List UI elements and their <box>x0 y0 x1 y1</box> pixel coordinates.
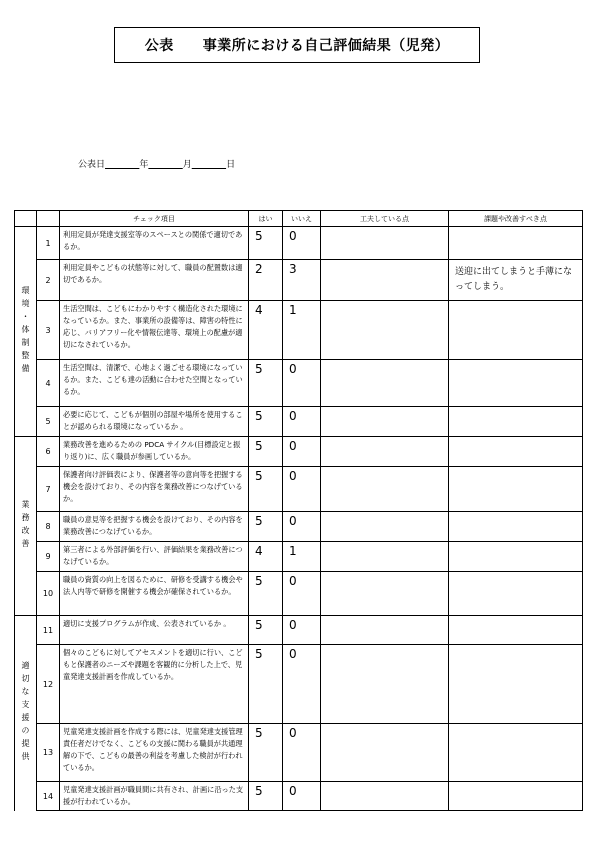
row-number: 11 <box>37 616 60 645</box>
no-count: 0 <box>283 724 321 782</box>
check-item-text: 必要に応じて、こどもが個別の部屋や場所を使用することが認められる環境になっているか 。 <box>60 407 249 437</box>
row-number: 9 <box>37 542 60 572</box>
table-row <box>15 572 583 616</box>
yes-count: 5 <box>249 645 283 724</box>
effort-note <box>321 301 449 360</box>
yes-count: 5 <box>249 227 283 260</box>
table-row <box>15 437 583 467</box>
yes-count: 4 <box>249 301 283 360</box>
table-row <box>15 407 583 437</box>
yes-count: 2 <box>249 260 283 301</box>
row-number: 5 <box>37 407 60 437</box>
improvement-note <box>449 227 583 260</box>
effort-note <box>321 227 449 260</box>
header-number <box>37 211 60 227</box>
header-no: いいえ <box>283 211 321 227</box>
improvement-note <box>449 360 583 407</box>
row-number: 13 <box>37 724 60 782</box>
no-count: 1 <box>283 542 321 572</box>
improvement-note <box>449 572 583 616</box>
no-count: 3 <box>283 260 321 301</box>
evaluation-table <box>14 210 583 811</box>
check-item-text: 保護者向け評価表により、保護者等の意向等を把握する機会を設けており、その内容を業務改善につなげているか。 <box>60 467 249 512</box>
no-count: 0 <box>283 512 321 542</box>
improvement-note <box>449 724 583 782</box>
effort-note <box>321 782 449 811</box>
publication-year-label: 年 <box>139 160 149 170</box>
header-check-item: チェック項目 <box>60 211 249 227</box>
effort-note <box>321 572 449 616</box>
improvement-note <box>449 616 583 645</box>
yes-count: 5 <box>249 512 283 542</box>
publication-date-underline <box>78 157 235 170</box>
category-cell <box>15 616 37 811</box>
improvement-note <box>449 437 583 467</box>
effort-note <box>321 645 449 724</box>
table-row <box>15 227 583 260</box>
effort-note <box>321 360 449 407</box>
row-number: 14 <box>37 782 60 811</box>
row-number: 7 <box>37 467 60 512</box>
check-item-text: 第三者による外部評価を行い、評価結果を業務改善につなげているか。 <box>60 542 249 572</box>
publication-month-label: 月 <box>182 160 192 170</box>
improvement-note: 送迎に出てしまうと手薄になってしまう。 <box>449 260 583 301</box>
table-row <box>15 260 583 301</box>
improvement-note <box>449 542 583 572</box>
table-row <box>15 360 583 407</box>
effort-note <box>321 407 449 437</box>
publication-date-label: 公表日 <box>78 160 106 170</box>
improvement-note <box>449 512 583 542</box>
yes-count: 5 <box>249 407 283 437</box>
check-item-text: 児童発達支援計画が職員間に共有され、計画に沿った支援が行われているか。 <box>60 782 249 811</box>
no-count: 0 <box>283 782 321 811</box>
row-number: 1 <box>37 227 60 260</box>
no-count: 1 <box>283 301 321 360</box>
row-number: 3 <box>37 301 60 360</box>
check-item-text: 業務改善を進めるための PDCA サイクル(目標設定と振り返り)に、広く職員が参画しているか。 <box>60 437 249 467</box>
effort-note <box>321 437 449 467</box>
yes-count: 5 <box>249 360 283 407</box>
check-item-text: 利用定員やこどもの状態等に対して、職員の配置数は適切であるか。 <box>60 260 249 301</box>
row-number: 12 <box>37 645 60 724</box>
page-title: 公表 事業所における自己評価結果（児発） <box>144 38 450 54</box>
publication-day-label: 日 <box>226 160 236 170</box>
yes-count: 5 <box>249 782 283 811</box>
category-label: 業務改善 <box>21 500 30 552</box>
header-effort: 工夫している点 <box>321 211 449 227</box>
effort-note <box>321 542 449 572</box>
check-item-text: 生活空間は、清潔で、心地よく過ごせる環境になっているか。また、こども達の活動に合わせた空間となっているか。 <box>60 360 249 407</box>
improvement-note <box>449 782 583 811</box>
effort-note <box>321 724 449 782</box>
row-number: 4 <box>37 360 60 407</box>
table-row <box>15 467 583 512</box>
effort-note <box>321 512 449 542</box>
check-item-text: 生活空間は、こどもにわかりやすく構造化された環境になっているか。また、事業所の設備等は、障害の特性に応じ、バリアフリー化や情報伝達等、環境上の配慮が適切になされているか。 <box>60 301 249 360</box>
yes-count: 5 <box>249 724 283 782</box>
header-category <box>15 211 37 227</box>
check-item-text: 個々のこどもに対してアセスメントを適切に行い、こどもと保護者のニーズや課題を客観的に分析した上で、児童発達支援計画を作成しているか。 <box>60 645 249 724</box>
improvement-note <box>449 407 583 437</box>
improvement-note <box>449 645 583 724</box>
row-number: 10 <box>37 572 60 616</box>
category-cell <box>15 437 37 616</box>
improvement-note <box>449 467 583 512</box>
yes-count: 5 <box>249 467 283 512</box>
yes-count: 5 <box>249 616 283 645</box>
table-row <box>15 301 583 360</box>
no-count: 0 <box>283 227 321 260</box>
no-count: 0 <box>283 572 321 616</box>
check-item-text: 職員の意見等を把握する機会を設けており、その内容を業務改善につなげているか。 <box>60 512 249 542</box>
row-number: 2 <box>37 260 60 301</box>
effort-note <box>321 467 449 512</box>
no-count: 0 <box>283 467 321 512</box>
improvement-note <box>449 301 583 360</box>
effort-note <box>321 260 449 301</box>
table-row <box>15 542 583 572</box>
check-item-text: 適切に支援プログラムが作成、公表されているか 。 <box>60 616 249 645</box>
row-number: 6 <box>37 437 60 467</box>
table-header-row <box>15 211 583 227</box>
check-item-text: 職員の資質の向上を図るために、研修を受講する機会や法人内等で研修を開催する機会が確保されているか。 <box>60 572 249 616</box>
header-improvement: 課題や改善すべき点 <box>449 211 583 227</box>
check-item-text: 利用定員が発達支援室等のスペースとの関係で適切であるか。 <box>60 227 249 260</box>
no-count: 0 <box>283 645 321 724</box>
table-row <box>15 616 583 645</box>
yes-count: 4 <box>249 542 283 572</box>
no-count: 0 <box>283 407 321 437</box>
table-row <box>15 512 583 542</box>
title-box <box>114 27 480 63</box>
yes-count: 5 <box>249 437 283 467</box>
yes-count: 5 <box>249 572 283 616</box>
no-count: 0 <box>283 360 321 407</box>
category-label: 適切な支援の提供 <box>21 661 30 766</box>
header-yes: はい <box>249 211 283 227</box>
effort-note <box>321 616 449 645</box>
table-row <box>15 645 583 724</box>
no-count: 0 <box>283 616 321 645</box>
row-number: 8 <box>37 512 60 542</box>
publication-date <box>78 157 235 170</box>
check-item-text: 児童発達支援計画を作成する際には、児童発達支援管理責任者だけでなく、こどもの支援に関わる職員が共通理解の下で、こどもの最善の利益を考慮した検討が行われているか。 <box>60 724 249 782</box>
table-row <box>15 724 583 782</box>
category-label: 環境・体制整備 <box>21 286 30 377</box>
table-row <box>15 782 583 811</box>
no-count: 0 <box>283 437 321 467</box>
category-cell <box>15 227 37 437</box>
